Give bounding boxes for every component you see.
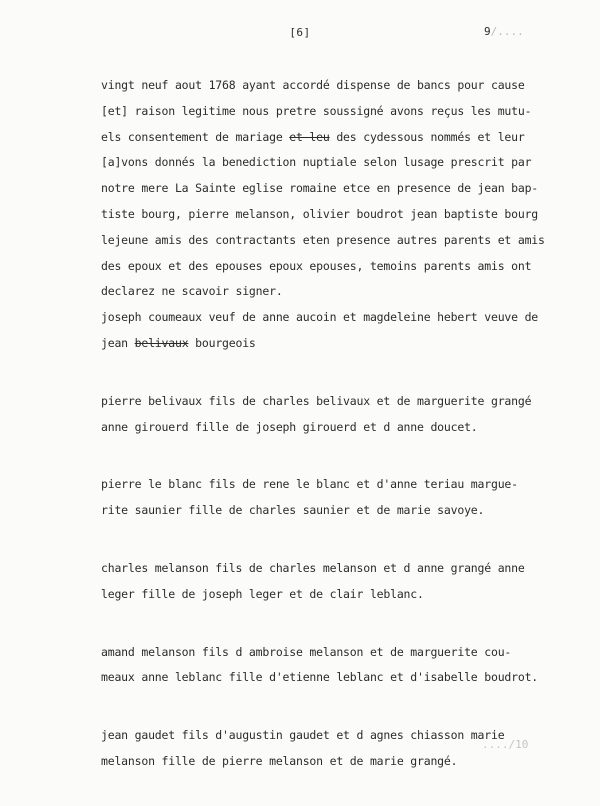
text-line	[101, 415, 521, 441]
marriage-entries	[101, 305, 539, 775]
text-segment: bourgeois	[188, 335, 256, 350]
text-segment: lejeune amis des contractants eten presence autres parents et amis	[101, 232, 545, 247]
page-reference-number: 9	[484, 25, 491, 38]
text-line	[101, 176, 539, 202]
marriage-entry	[101, 556, 525, 608]
next-page-reference: ..../10	[482, 738, 529, 751]
text-line	[101, 498, 521, 524]
text-line	[101, 331, 521, 357]
entry-spacer	[101, 608, 521, 640]
text-line	[101, 389, 532, 415]
marriage-entry	[101, 472, 521, 524]
text-line	[101, 202, 539, 228]
text-segment: rite saunier fille de charles saunier et de marie savoye.	[101, 503, 485, 518]
text-line	[101, 665, 539, 691]
text-segment: des cydessous nommés et leur	[329, 129, 525, 144]
page-reference-dots: /....	[490, 25, 524, 38]
struck-text: belivaux	[134, 335, 189, 350]
text-segment: pierre belivaux fils de charles belivaux et de marguerite grangé	[101, 393, 532, 408]
page-reference	[484, 25, 524, 38]
text-segment: [et] raison legitime nous pretre soussigné avons reçus les mutu-	[101, 103, 532, 118]
struck-text: et leu	[289, 129, 330, 144]
entry-spacer	[101, 440, 521, 472]
entry-spacer	[101, 524, 521, 556]
text-segment: leger fille de joseph leger et de clair leblanc.	[101, 586, 424, 601]
text-segment: amand melanson fils d ambroise melanson et de marguerite cou-	[101, 644, 512, 659]
marriage-entry	[101, 389, 532, 441]
text-line	[101, 73, 525, 99]
text-line	[101, 582, 521, 608]
text-segment: meaux anne leblanc fille d'etienne leblanc et d'isabelle boudrot.	[101, 670, 539, 685]
text-segment: tiste bourg, pierre melanson, olivier boudrot jean baptiste bourg	[101, 206, 539, 221]
text-line	[101, 150, 532, 176]
text-segment: charles melanson fils de charles melanson et d anne grangé anne	[101, 560, 525, 575]
text-segment: pierre le blanc fils de rene le blanc et d'anne teriau margue-	[101, 477, 518, 492]
text-line	[101, 279, 521, 305]
marriage-entry	[101, 723, 521, 775]
page-number: [6]	[289, 26, 311, 39]
text-line	[101, 99, 532, 125]
marriage-entry	[101, 305, 539, 357]
text-segment: vingt neuf aout 1768 ayant accordé dispense de bancs pour cause	[101, 78, 525, 92]
text-segment: [a]vons donnés la benediction nuptiale selon lusage prescrit par	[101, 155, 532, 170]
text-segment: notre mere La Sainte eglise romaine etce en presence de jean bap-	[101, 181, 539, 196]
text-line	[101, 723, 521, 749]
text-segment: jean	[101, 335, 135, 350]
text-segment: des epoux et des epouses epoux epouses, temoins parents amis ont	[101, 258, 532, 273]
text-line	[101, 125, 525, 151]
entry-spacer	[101, 357, 521, 389]
entry-spacer	[101, 691, 521, 723]
text-line	[101, 472, 521, 498]
text-line	[101, 556, 525, 582]
text-segment: els consentement de mariage	[101, 129, 290, 144]
text-segment: declarez ne scavoir signer.	[101, 284, 283, 299]
text-line	[101, 254, 532, 280]
text-segment: anne girouerd fille de joseph girouerd et d anne doucet.	[101, 419, 478, 434]
marriage-entry	[101, 640, 539, 692]
text-segment: joseph coumeaux veuf de anne aucoin et magdeleine hebert veuve de	[101, 310, 539, 325]
text-segment: melanson fille de pierre melanson et de marie grangé.	[101, 753, 458, 768]
text-line	[101, 228, 545, 254]
text-segment: jean gaudet fils d'augustin gaudet et d agnes chiasson marie	[101, 728, 505, 743]
marriage-record-paragraph	[101, 73, 545, 305]
text-line	[101, 305, 539, 331]
text-line	[101, 749, 521, 775]
document-body	[101, 73, 545, 775]
text-line	[101, 640, 521, 666]
